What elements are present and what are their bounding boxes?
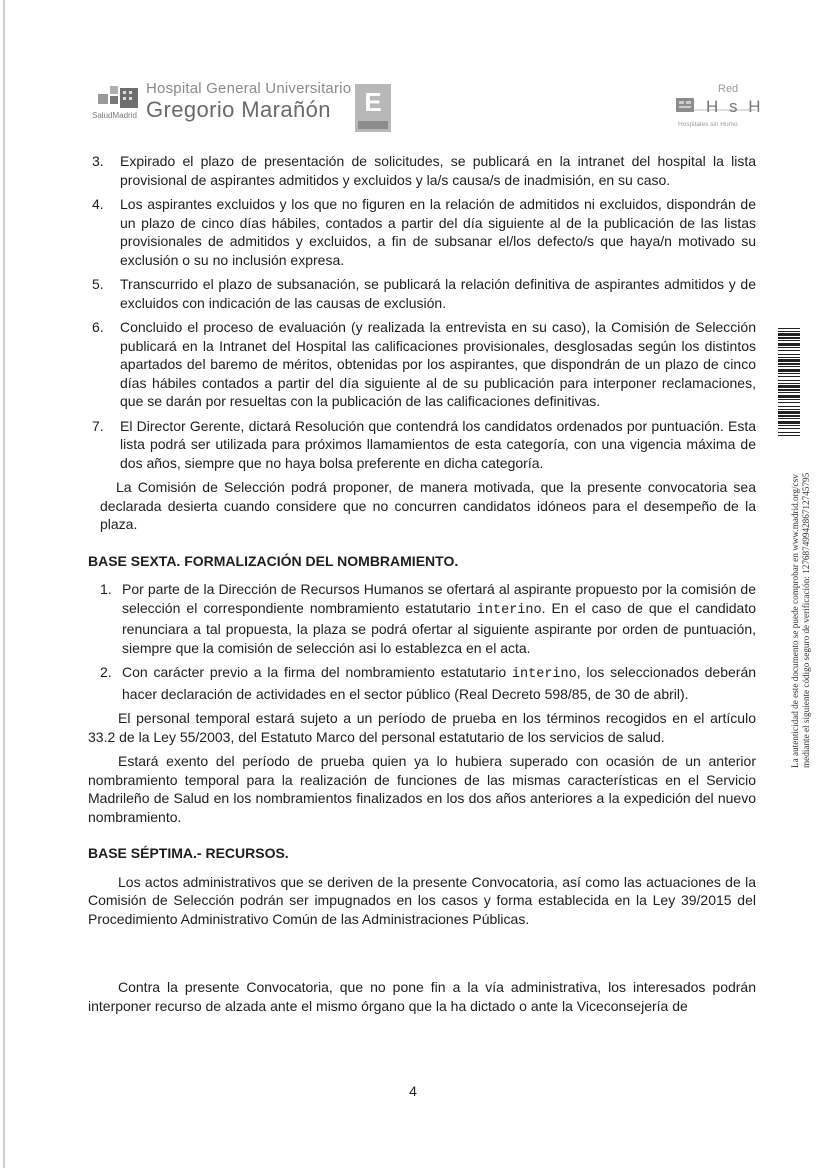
verification-line1: La autenticidad de este documento se puede comprobar en www.madrid.org/csv — [790, 474, 800, 768]
hospital-name-line2: Gregorio Marañón — [146, 97, 331, 122]
item-number: 6. — [92, 319, 104, 335]
item-text-mono: interino — [476, 602, 542, 618]
item-text-before: Por parte de la Dirección de Recursos Humanos se ofertará al aspirante propuesto por la comisión de selección el correspondiente nombramiento estatutario — [122, 581, 756, 616]
item-text-before: Con carácter previo a la firma del nombramiento estatutario — [122, 664, 507, 680]
item-text-after: , los seleccionados deberán hacer declaración de actividades en el sector público (Real Decreto 598/85, de 30 de abril). — [122, 664, 757, 702]
badge-strip — [358, 121, 388, 129]
hospital-name-line1: Hospital General Universitario — [146, 80, 352, 97]
item-text-mono: interino — [511, 667, 577, 682]
item-number: 4. — [92, 196, 104, 212]
blank-gap — [88, 934, 756, 978]
item-number: 5. — [92, 276, 104, 292]
document-body — [88, 152, 756, 1021]
sexta-item-2 — [90, 663, 756, 703]
item-text: Expirado el plazo de presentación de solicitudes, se publicará en la intranet del hospital la lista provisional de aspirantes admitidos y excluidos y la/s causa/s de inadmisión, en su caso. — [120, 153, 756, 188]
item-text: El Director Gerente, dictará Resolución que contendrá los candidatos ordenados por puntuación. Esta lista podrá ser utilizada para próximos llamamientos de esta categoría, con una vigencia máxima de dos años, siempre que no haya bolsa preferente en dicha categoría. — [120, 417, 756, 471]
salud-madrid-label: SaludMadrid — [92, 111, 137, 120]
heading-base-septima: BASE SÉPTIMA.- RECURSOS. — [88, 845, 289, 861]
hsh-label: H s H — [706, 97, 764, 116]
hsh-sub-label: Hospitales sin Humo — [678, 121, 738, 128]
verification-side-text — [790, 473, 812, 768]
badge-letter: E — [364, 87, 382, 117]
item-number: 1. — [100, 581, 112, 597]
excellence-badge — [355, 84, 391, 132]
paragraph-contra: Contra la presente Convocatoria, que no pone fin a la vía administrativa, los interesados podrán interponer recurso de alzada ante el mismo órgano que la ha dictado o ante la Viceconsejería de — [88, 979, 756, 1014]
list-item-3 — [88, 152, 756, 189]
item-text: Transcurrido el plazo de subsanación, se publicará la relación definitiva de aspirantes admitidos y de excluidos con indicación de las causas de exclusión. — [120, 276, 756, 311]
verification-line2: mediante el siguiente código seguro de verificación: 1276874994286712745795 — [801, 472, 811, 768]
page-number: 4 — [409, 1083, 417, 1099]
paragraph-desierta: La Comisión de Selección podrá proponer, de manera motivada, que la presente convocatoria sea declarada desierta cuando considere que no concurren candidatos idóneos para el desempeño de la plaza. — [100, 479, 756, 532]
list-item-5 — [88, 275, 756, 312]
scan-edge — [3, 0, 5, 1168]
paragraph-actos: Los actos administrativos que se deriven de la presente Convocatoria, así como las actuaciones de la Comisión de Selección podrán ser impugnados en los casos y forma establecida en la Ley 39/2015 del Procedimiento Administrativo Común de las Administraciones Públicas. — [88, 873, 756, 927]
list-item-6 — [88, 318, 756, 411]
page-header — [0, 76, 826, 138]
item-number: 3. — [92, 153, 104, 169]
item-text: Concluido el proceso de evaluación (y realizada la entrevista en su caso), la Comisión de Selección publicará en la Intranet del Hospital las calificaciones provisionales, desglosadas según los distintos apartados del baremo de méritos, obtenidas por los aspirantes, que dispondrán de un plazo de cinco días hábiles contados a partir del día siguiente al de su publicación para interponer reclamaciones, que se darán por resueltas con la publicación de las calificaciones definitivas. — [120, 319, 756, 409]
item-text-after: . En el caso de que el candidato renunciara a tal propuesta, la plaza se podrá ofertar al siguiente aspirante por orden de puntuación, siempre que la comisión de selección asi lo establezca en el acta. — [122, 599, 756, 656]
paragraph-prueba: El personal temporal estará sujeto a un período de prueba en los términos recogidos en el artículo 33.2 de la Ley 55/2003, del Estatuto Marco del personal estatutario de los servicios de salud. — [88, 710, 756, 745]
item-number: 7. — [92, 417, 104, 434]
sexta-item-1 — [90, 580, 756, 657]
list-item-4 — [88, 195, 756, 269]
red-label: Red — [718, 83, 739, 95]
verification-barcode-icon — [778, 328, 800, 436]
item-text: Los aspirantes excluidos y los que no figuren en la relación de admitidos ni excluidos, dispondrán de un plazo de cinco días hábiles, contados a partir del día siguiente al de la publicación de las listas provisionales de admitidos y excluidos, a fin de subsanar el/los defecto/s que haya/n motivado su exclusión o su no inclusión expresa. — [120, 196, 756, 268]
paragraph-exento: Estará exento del período de prueba quien ya lo hubiera superado con ocasión de un anterior nombramiento temporal para la realización de funciones de las mismas características en el Servicio Madrileño de Salud en los nombramientos finalizados en los dos años anteriores a la expedición del nuevo nombramiento. — [88, 753, 756, 825]
item-number: 2. — [100, 664, 112, 680]
list-item-7 — [88, 417, 756, 473]
heading-base-sexta: BASE SEXTA. FORMALIZACIÓN DEL NOMBRAMIENTO. — [88, 552, 459, 569]
